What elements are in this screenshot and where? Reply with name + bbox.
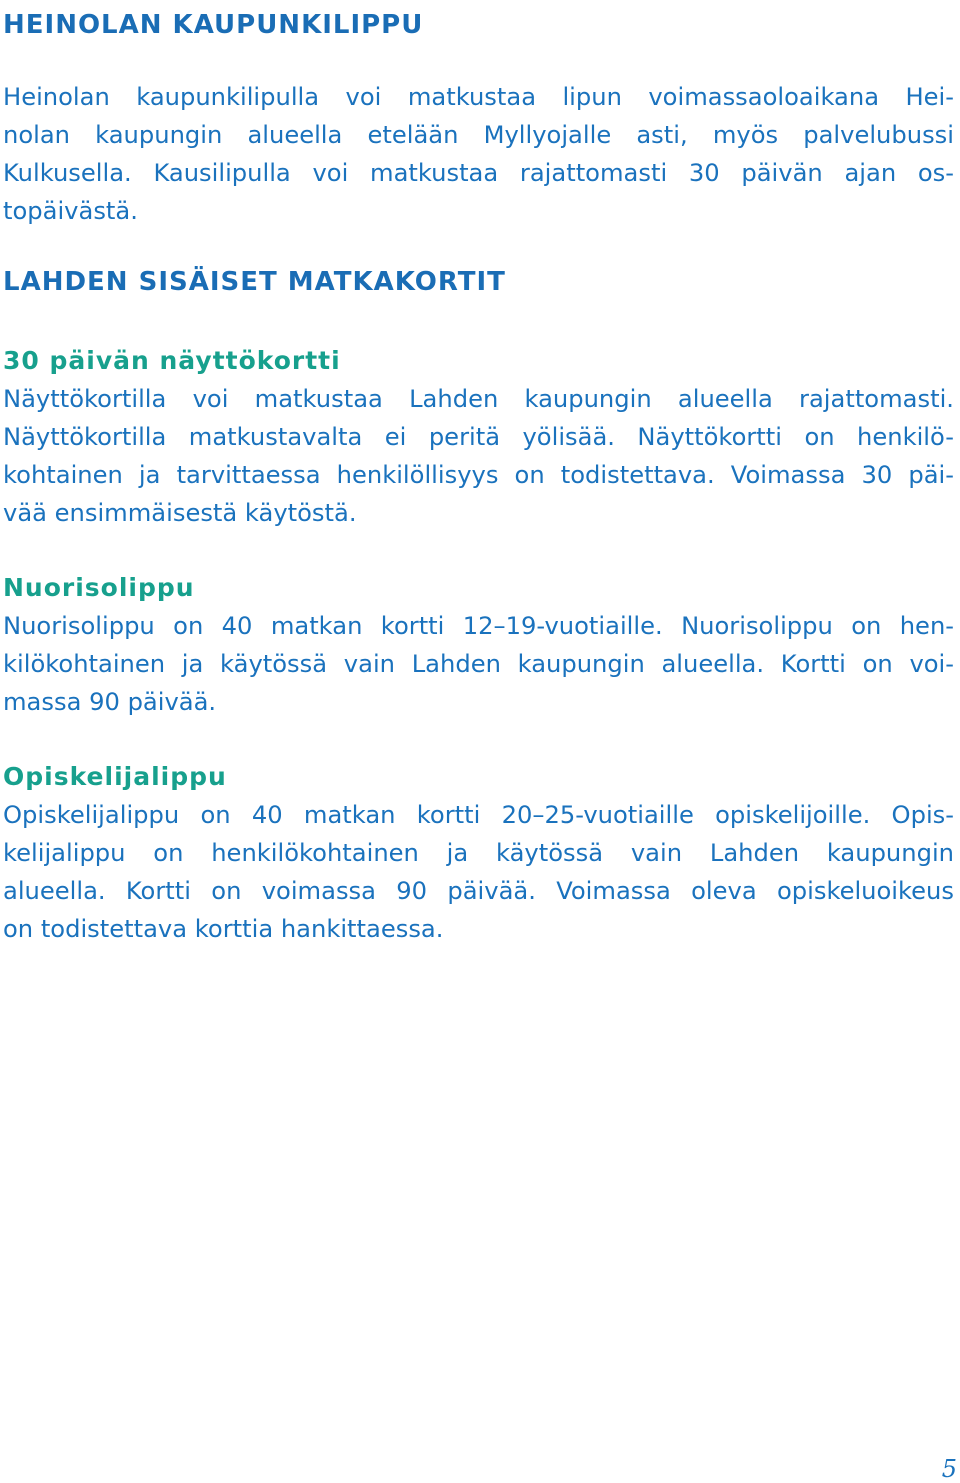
heinola-line-2: nolan kaupungin alueella etelään Myllyojalle asti, myös palvelubussi	[3, 121, 954, 149]
naytto-line-4: vää ensimmäisestä käytöstä.	[3, 499, 357, 527]
heinola-paragraph	[3, 78, 954, 230]
heinola-heading: HEINOLAN KAUPUNKILIPPU	[3, 10, 424, 40]
nuoriso-line-1: Nuorisolippu on 40 matkan kortti 12–19-vuotiaille. Nuorisolippu on hen-	[3, 612, 954, 640]
heinola-line-3: Kulkusella. Kausilipulla voi matkustaa rajattomasti 30 päivän ajan os-	[3, 159, 954, 187]
page-number: 5	[941, 1455, 957, 1483]
nuoriso-line-2: kilökohtainen ja käytössä vain Lahden kaupungin alueella. Kortti on voi-	[3, 650, 954, 678]
naytto-line-1: Näyttökortilla voi matkustaa Lahden kaupungin alueella rajattomasti.	[3, 385, 954, 413]
nuoriso-title: Nuorisolippu	[3, 573, 195, 602]
heinola-line-1: Heinolan kaupunkilipulla voi matkustaa lipun voimassaoloaikana Hei-	[3, 83, 954, 111]
opiskelija-line-2: kelijalippu on henkilökohtainen ja käytössä vain Lahden kaupungin	[3, 839, 954, 867]
lahti-heading: LAHDEN SISÄISET MATKAKORTIT	[3, 267, 506, 297]
nuoriso-paragraph	[3, 607, 954, 721]
opiskelija-line-1: Opiskelijalippu on 40 matkan kortti 20–25-vuotiaille opiskelijoille. Opis-	[3, 801, 954, 829]
naytto-line-3: kohtainen ja tarvittaessa henkilöllisyys on todistettava. Voimassa 30 päi-	[3, 461, 954, 489]
naytto-line-2: Näyttökortilla matkustavalta ei peritä yölisää. Näyttökortti on henkilö-	[3, 423, 954, 451]
nuoriso-line-3: massa 90 päivää.	[3, 688, 217, 716]
naytto-paragraph	[3, 380, 954, 532]
opiskelija-paragraph	[3, 796, 954, 948]
opiskelija-title: Opiskelijalippu	[3, 762, 227, 791]
opiskelija-line-3: alueella. Kortti on voimassa 90 päivää. Voimassa oleva opiskeluoikeus	[3, 877, 954, 905]
naytto-title: 30 päivän näyttökortti	[3, 346, 341, 375]
opiskelija-line-4: on todistettava korttia hankittaessa.	[3, 915, 444, 943]
heinola-line-4: topäivästä.	[3, 197, 138, 225]
